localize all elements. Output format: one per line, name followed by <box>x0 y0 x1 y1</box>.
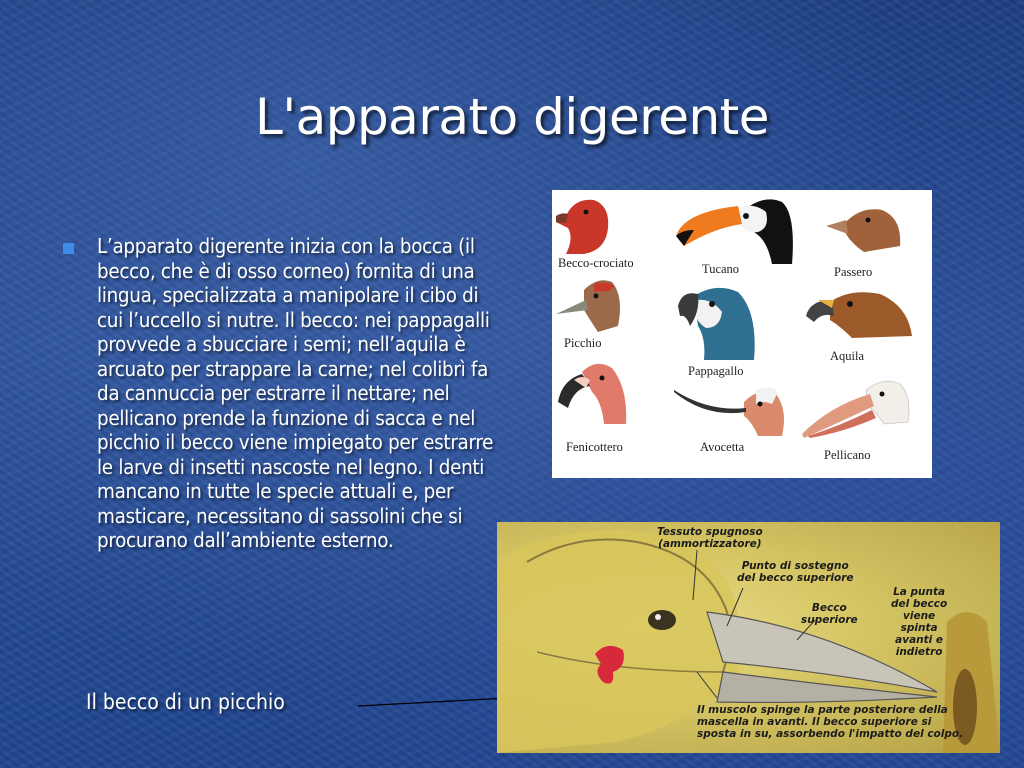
beak-label: Fenicottero <box>566 440 623 454</box>
beak-label: Pellicano <box>824 448 871 462</box>
beak-label: Passero <box>834 265 873 279</box>
beak-label: Aquila <box>830 349 865 363</box>
beak-label: Avocetta <box>700 440 745 454</box>
beak-label: Tucano <box>702 262 740 276</box>
woodpecker-anatomy-figure <box>497 522 1000 753</box>
beaks-figure <box>552 190 932 478</box>
body-paragraph: L’apparato digerente inizia con la bocca (il becco, che è di osso corneo) fornita di una lingua, specializzata a manipolare il cibo di cui l’uccello si nutre. Il becco: nei pappagalli provvede a sbucciare i semi; nell’aquila è arcuato per strappare la carne; nel colibrì fa da cannuccia per estrarre il nettare; nel pellicano prende la funzione di sacca e nel picchio il becco viene impiegato per estrarre le larve di insetti nascoste nel legno. I denti mancano in tutte le specie attuali e, per masticare, necessitano di sassolini che si procurano dall’ambiente esterno. <box>97 234 494 552</box>
annotation-support-point: Punto di sostegno del becco superiore <box>737 560 854 584</box>
parrot-head-image <box>676 282 760 362</box>
woodpecker-head-image <box>554 276 624 334</box>
slide-title: L'apparato digerente <box>254 88 770 146</box>
figure-caption: Il becco di un picchio <box>86 690 285 714</box>
pelican-head-image <box>800 376 912 440</box>
annotation-upper-beak: Becco superiore <box>801 602 858 626</box>
avocet-head-image <box>672 382 788 438</box>
annotation-muscle: Il muscolo spinge la parte posteriore della mascella in avanti. Il becco superiore si sposta in su, assorbendo l'impatto del colpo. <box>697 704 964 740</box>
beak-label: Pappagallo <box>688 364 744 378</box>
eagle-head-image <box>804 286 914 342</box>
crossbill-head-image <box>554 194 614 254</box>
toucan-head-image <box>674 194 802 266</box>
annotation-beak-tip: La punta del becco viene spinta avanti e indietro <box>891 586 948 658</box>
annotation-spongy-tissue: Tessuto spugnoso (ammortizzatore) <box>657 526 763 550</box>
beak-label: Becco-crociato <box>558 256 634 270</box>
flamingo-head-image <box>556 358 630 426</box>
sparrow-head-image <box>824 204 906 256</box>
beak-label: Picchio <box>564 336 602 350</box>
